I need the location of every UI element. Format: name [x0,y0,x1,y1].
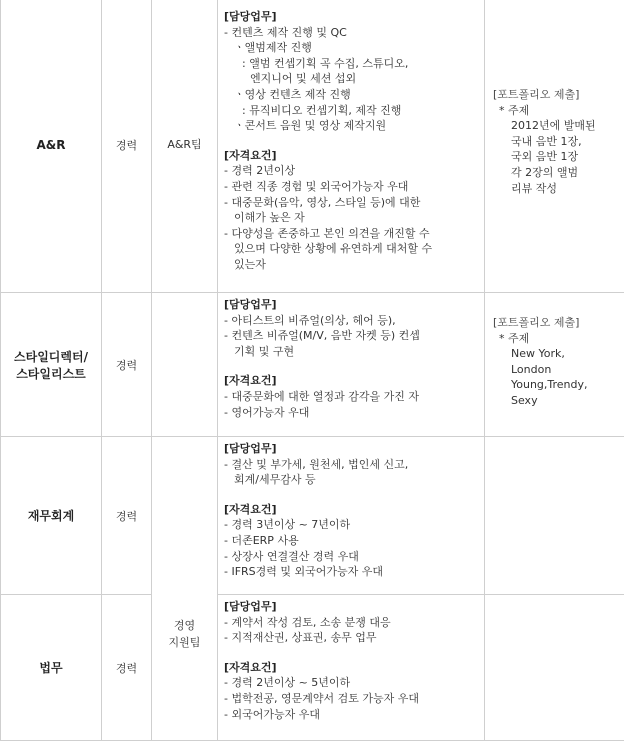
career-label: 경력 [116,139,137,152]
qual-line: 있으며 다양한 상황에 유연하게 대처할 수 [224,241,478,257]
duty-cell [218,0,485,293]
portfolio-line: 2012년에 발매된 [493,118,622,134]
team-cell [152,0,218,293]
portfolio-cell [485,437,624,595]
position-label: A&R [37,138,66,152]
qual-heading: [자격요건] [224,502,478,518]
duty-line: : 뮤직비디오 컨셉기획, 제작 진행 [224,103,478,119]
team-label: 경영 [152,617,217,634]
portfolio-line: 국내 음반 1장, [493,134,622,150]
portfolio-line: Young,Trendy, [493,377,622,393]
table-row-legal [1,595,624,741]
duty-cell [218,595,485,741]
portfolio-cell [485,595,624,741]
team-cell-management [152,437,218,741]
team-cell [152,293,218,437]
table-row-stylist [1,293,624,437]
career-label: 경력 [116,662,137,675]
qual-line: - 더존ERP 사용 [224,533,478,549]
duty-line: ㆍ영상 컨텐츠 제작 진행 [224,87,478,103]
position-label: 스타일디렉터/ [1,348,101,365]
duty-heading: [담당업무] [224,9,478,25]
duty-line: ㆍ콘서트 음원 및 영상 제작지원 [224,118,478,134]
career-cell [102,437,152,595]
duty-line: 엔지니어 및 세션 섭외 [224,71,478,87]
qual-line: - 관련 직종 경험 및 외국어가능자 우대 [224,179,478,195]
qual-line: - 경력 2년이상 [224,163,478,179]
duty-line: - 컨텐츠 비쥬얼(M/V, 음반 자켓 등) 컨셉 [224,328,478,344]
portfolio-line: 리뷰 작성 [493,181,622,197]
duty-line: - 계약서 작성 검토, 소송 분쟁 대응 [224,615,478,631]
table-row-anr [1,0,624,293]
portfolio-heading: [포트폴리오 제출] [493,87,622,103]
qual-line: - 대중문화에 대한 열정과 감각을 가진 자 [224,389,478,405]
duty-cell [218,437,485,595]
duty-line: : 앨범 컨셉기획 곡 수집, 스튜디오, [224,56,478,72]
career-label: 경력 [116,510,137,523]
duty-cell [218,293,485,437]
position-label: 스타일리스트 [1,365,101,382]
qual-line: - 대중문화(음악, 영상, 스타일 등)에 대한 [224,195,478,211]
portfolio-line: Sexy [493,393,622,409]
qual-line: - IFRS경력 및 외국어가능자 우대 [224,564,478,580]
career-cell [102,293,152,437]
qual-line: - 경력 3년이상 ~ 7년이하 [224,517,478,533]
duty-line: 기획 및 구현 [224,344,478,360]
position-cell [1,437,102,595]
qual-line: - 다양성을 존중하고 본인 의견을 개진할 수 [224,226,478,242]
duty-line: 회계/세무감사 등 [224,472,478,488]
team-label: 지원팀 [152,634,217,651]
qual-line: - 영어가능자 우대 [224,405,478,421]
team-label: A&R팀 [167,138,201,151]
duty-line: - 결산 및 부가세, 원천세, 법인세 신고, [224,457,478,473]
qual-line: 있는자 [224,257,478,273]
duty-line: - 아티스트의 비쥬얼(의상, 헤어 등), [224,313,478,329]
career-cell [102,595,152,741]
position-label: 법무 [39,661,62,675]
qual-line: - 경력 2년이상 ~ 5년이하 [224,675,478,691]
table-row-finance [1,437,624,595]
duty-line: ㆍ앨범제작 진행 [224,40,478,56]
position-cell [1,595,102,741]
qual-heading: [자격요건] [224,148,478,164]
position-cell [1,0,102,293]
position-label: 재무회계 [28,509,74,523]
duty-line: - 지적재산권, 상표권, 송무 업무 [224,630,478,646]
portfolio-line: 국외 음반 1장 [493,149,622,165]
portfolio-topic: * 주제 [493,103,622,119]
duty-heading: [담당업무] [224,441,478,457]
career-cell [102,0,152,293]
qual-heading: [자격요건] [224,373,478,389]
portfolio-topic: * 주제 [493,331,622,347]
qual-line: - 외국어가능자 우대 [224,707,478,723]
qual-heading: [자격요건] [224,660,478,676]
qual-line: - 상장사 연결결산 경력 우대 [224,549,478,565]
duty-heading: [담당업무] [224,599,478,615]
duty-line: - 컨텐츠 제작 진행 및 QC [224,25,478,41]
position-cell [1,293,102,437]
portfolio-line: 각 2장의 앨범 [493,165,622,181]
qual-line: 이해가 높은 자 [224,210,478,226]
duty-heading: [담당업무] [224,297,478,313]
portfolio-cell [485,293,624,437]
portfolio-heading: [포트폴리오 제출] [493,315,622,331]
portfolio-line: London [493,362,622,378]
career-label: 경력 [116,359,137,372]
portfolio-cell [485,0,624,293]
qual-line: - 법학전공, 영문계약서 검토 가능자 우대 [224,691,478,707]
portfolio-line: New York, [493,346,622,362]
